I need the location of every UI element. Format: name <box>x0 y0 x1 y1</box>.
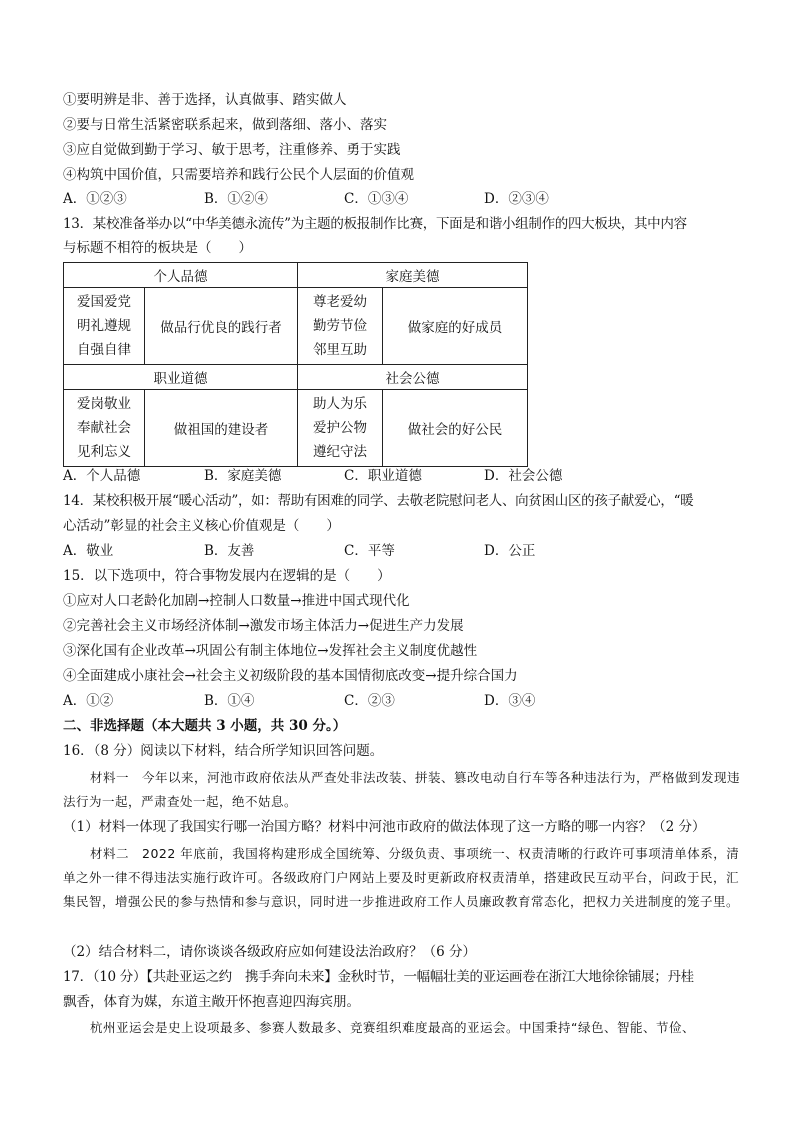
q14-option-b: B．友善 <box>204 543 255 559</box>
board-items-family <box>298 288 383 365</box>
q16-stem: 16．（8 分）阅读以下材料，结合所学知识回答问题。 <box>63 743 384 759</box>
q14-stem-line1: 14．某校积极开展“暖心活动”，如：帮助有困难的同学、去敬老院慰问老人、向贫困山区的孩子献爱心，“暖 <box>63 493 694 509</box>
q14-option-a: A．敬业 <box>63 543 114 559</box>
q13-option-c: C．职业道德 <box>344 468 422 484</box>
board-item: 爱岗敬业 <box>77 396 131 412</box>
q12-item-1: ①要明辨是非、善于选择，认真做事、踏实做人 <box>63 92 347 108</box>
q15-stem: 15．以下选项中，符合事物发展内在逻辑的是（ ） <box>63 568 391 584</box>
q16-question-2: （2）结合材料二，请你谈谈各级政府应如何建设法治政府？（6 分） <box>63 944 476 960</box>
q16-material-2: 材料二 2022 年底前，我国将构建形成全国统筹、分级负责、事项统一、权责清晰的行政许可事项清单体系，清单之外一律不得违法实施行政许可。各级政府门户网站上要及时更新政府权责清单，搭建政民互动平台，问政于民，汇集民智，增强公民的参与热情和参与意识，同时进一步推进政府工作人员廉政教育常态化，把权力关进制度的笼子里。 <box>63 846 740 909</box>
board-item: 见利忘义 <box>77 444 131 460</box>
q14-stem-line2: 心活动”彰显的社会主义核心价值观是（ ） <box>63 518 340 534</box>
section-heading: 二、非选择题（本大题共 3 小题，共 30 分。） <box>63 718 347 734</box>
q15-option-c: C．②③ <box>344 693 395 709</box>
board-item: 邻里互助 <box>313 342 367 358</box>
q13-stem-line1: 13．某校准备举办以“中华美德永流传”为主题的板报制作比赛，下面是和谐小组制作的四大板块，其中内容 <box>63 216 687 232</box>
board-item: 助人为乐 <box>313 396 367 412</box>
q16-material-1: 材料一 今年以来，河池市政府依法从严查处非法改装、拼装、篡改电动自行车等各种违法行为，严格做到发现违法行为一起，严肃查处一起，绝不姑息。 <box>63 770 741 809</box>
q12-item-4: ④构筑中国价值，只需要培养和践行公民个人层面的价值观 <box>63 167 414 183</box>
q17-stem-line2: 飘香，体育为媒，东道主敞开怀抱喜迎四海宾朋。 <box>63 994 360 1010</box>
board-item: 奉献社会 <box>77 420 131 436</box>
q15-option-a: A．①② <box>63 693 114 709</box>
q13-option-a: A．个人品德 <box>63 468 141 484</box>
q15-item-3: ③深化国有企业改革→巩固公有制主体地位→发挥社会主义制度优越性 <box>63 643 478 659</box>
q17-stem-line1: 17．（10 分）【共赴亚运之约 携手奔向未来】金秋时节，一幅幅壮美的亚运画卷在浙江大地徐徐铺展；丹桂 <box>63 969 694 985</box>
board-title-family: 做家庭的好成员 <box>383 288 528 365</box>
q13-option-b: B．家庭美德 <box>204 468 282 484</box>
q15-item-4: ④全面建成小康社会→社会主义初级阶段的基本国情彻底改变→提升综合国力 <box>63 668 518 684</box>
board-header-social: 社会公德 <box>298 365 528 390</box>
q13-board-table <box>63 262 528 467</box>
board-item: 尊老爱幼 <box>313 294 367 310</box>
board-items-professional <box>64 390 145 467</box>
board-item: 爱护公物 <box>313 420 367 436</box>
q14-option-c: C．平等 <box>344 543 395 559</box>
q14-option-d: D．公正 <box>484 543 536 559</box>
board-title-social: 做社会的好公民 <box>383 390 528 467</box>
board-header-personal: 个人品德 <box>64 263 298 288</box>
q12-option-b: B．①②④ <box>204 191 268 207</box>
q15-option-d: D．③④ <box>484 693 536 709</box>
board-item: 自强自律 <box>77 342 131 358</box>
q15-item-2: ②完善社会主义市场经济体制→激发市场主体活力→促进生产力发展 <box>63 618 464 634</box>
q17-material: 杭州亚运会是史上设项最多、参赛人数最多、竞赛组织难度最高的亚运会。中国秉持“绿色、智能、节俭、 <box>90 1020 695 1035</box>
board-item: 勤劳节俭 <box>313 318 367 334</box>
board-items-personal <box>64 288 145 365</box>
board-items-social <box>298 390 383 467</box>
q16-question-1: （1）材料一体现了我国实行哪一治国方略？材料中河池市政府的做法体现了这一方略的哪一内容？（2 分） <box>63 819 706 835</box>
board-header-family: 家庭美德 <box>298 263 528 288</box>
board-title-professional: 做祖国的建设者 <box>145 390 298 467</box>
q15-item-1: ①应对人口老龄化加剧→控制人口数量→推进中国式现代化 <box>63 593 410 609</box>
q12-option-a: A．①②③ <box>63 191 127 207</box>
q13-option-d: D．社会公德 <box>484 468 563 484</box>
board-item: 遵纪守法 <box>313 444 367 460</box>
board-title-personal: 做品行优良的践行者 <box>145 288 298 365</box>
board-header-professional: 职业道德 <box>64 365 298 390</box>
board-item: 明礼遵规 <box>77 318 131 334</box>
q15-option-b: B．①④ <box>204 693 255 709</box>
q12-option-d: D．②③④ <box>484 191 549 207</box>
q12-item-2: ②要与日常生活紧密联系起来，做到落细、落小、落实 <box>63 117 387 133</box>
q12-option-c: C．①③④ <box>344 191 409 207</box>
board-item: 爱国爱党 <box>77 294 131 310</box>
q13-stem-line2: 与标题不相符的板块是（ ） <box>63 240 252 256</box>
q12-item-3: ③应自觉做到勤于学习、敏于思考，注重修养、勇于实践 <box>63 142 401 158</box>
